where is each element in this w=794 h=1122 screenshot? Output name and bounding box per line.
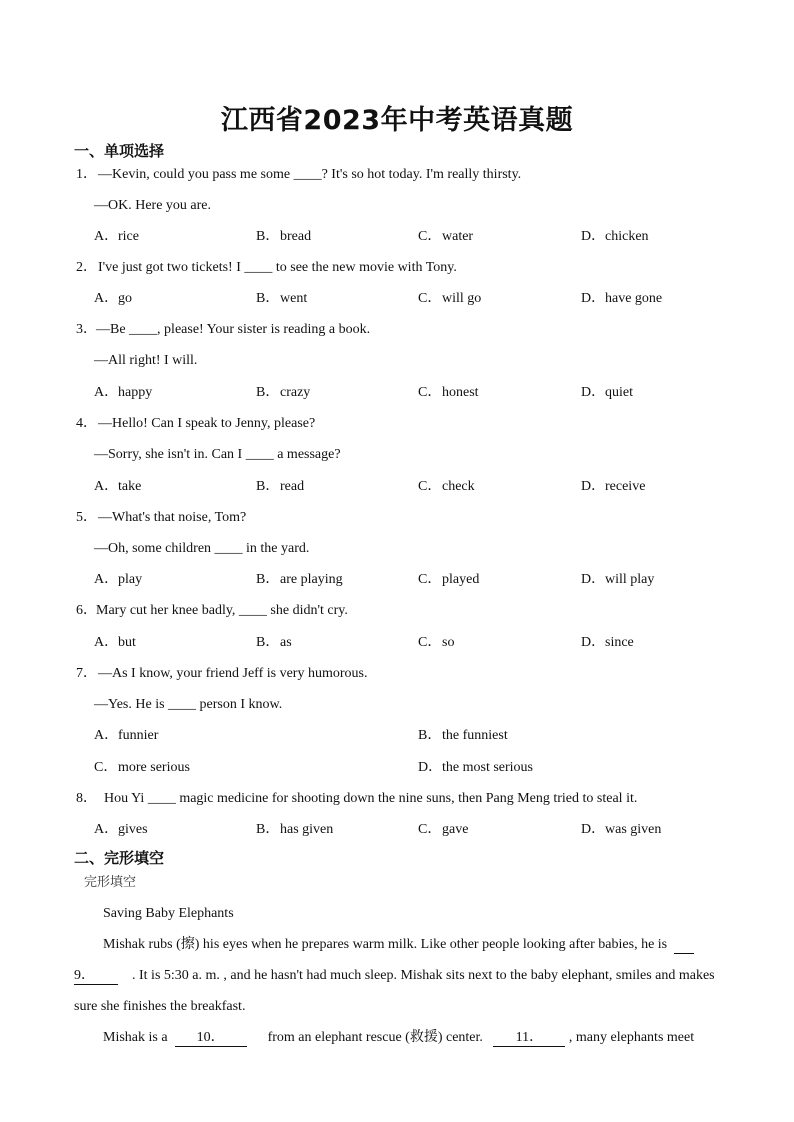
section-heading-cloze: 二、完形填空 [74,849,165,867]
option-7d[interactable]: D．the most serious [418,760,533,775]
question-1-line-2: —OK. Here you are. [94,198,212,213]
blank-9[interactable]: 9． [74,968,118,985]
section-heading-single-choice: 一、单项选择 [74,142,165,160]
option-1a[interactable]: A．rice [94,229,139,244]
blank-11[interactable]: 11． [493,1030,565,1047]
passage-line-2: 9． . It is 5:30 a. m. , and he hasn't had much sleep. Mishak sits next to the baby elephant, smiles and makes [74,968,715,983]
option-1c[interactable]: C．water [418,229,474,244]
question-4-line-2: —Sorry, she isn't in. Can I ____ a message? [94,447,341,462]
option-6d[interactable]: D．since [581,635,634,650]
option-7b[interactable]: B．the funniest [418,728,508,743]
passage-line-3: sure she finishes the breakfast. [74,999,246,1014]
option-3c[interactable]: C．honest [418,385,479,400]
question-7: 7．—As I know, your friend Jeff is very humorous. [76,666,368,681]
question-8: 8． Hou Yi ____ magic medicine for shooting down the nine suns, then Pang Meng tried to steal it. [76,791,638,806]
option-3d[interactable]: D．quiet [581,385,633,400]
question-1: 1．—Kevin, could you pass me some ____? It's so hot today. I'm really thirsty. [76,167,522,182]
option-4c[interactable]: C．check [418,479,475,494]
option-4b[interactable]: B．read [256,479,305,494]
option-8c[interactable]: C．gave [418,822,469,837]
option-2a[interactable]: A．go [94,291,132,306]
option-5b[interactable]: B．are playing [256,572,343,587]
page-title: 江西省2023年中考英语真题 [220,105,574,136]
question-5-line-2: —Oh, some children ____ in the yard. [94,541,310,556]
question-4: 4．—Hello! Can I speak to Jenny, please? [76,416,316,431]
option-1b[interactable]: B．bread [256,229,312,244]
option-4a[interactable]: A．take [94,479,142,494]
option-6b[interactable]: B．as [256,635,292,650]
option-1d[interactable]: D．chicken [581,229,649,244]
option-3a[interactable]: A．happy [94,385,153,400]
option-3b[interactable]: B．crazy [256,385,311,400]
option-5c[interactable]: C．played [418,572,480,587]
option-5d[interactable]: D．will play [581,572,655,587]
option-8b[interactable]: B．has given [256,822,334,837]
question-2: 2．I've just got two tickets! I ____ to see the new movie with Tony. [76,260,457,275]
question-7-line-2: —Yes. He is ____ person I know. [94,697,283,712]
passage-line-4: Mishak is a 10． from an elephant rescue (救援) center. 11． , many elephants meet [103,1030,695,1045]
option-6c[interactable]: C．so [418,635,455,650]
option-7c[interactable]: C．more serious [94,760,190,775]
question-3: 3．—Be ____, please! Your sister is reading a book. [76,322,371,337]
blank-10[interactable]: 10． [175,1030,247,1047]
question-3-line-2: —All right! I will. [94,353,198,368]
option-7a[interactable]: A．funnier [94,728,159,743]
option-4d[interactable]: D．receive [581,479,646,494]
question-5: 5．—What's that noise, Tom? [76,510,247,525]
option-6a[interactable]: A．but [94,635,136,650]
option-8a[interactable]: A．gives [94,822,148,837]
question-6: 6．Mary cut her knee badly, ____ she didn't cry. [76,603,348,618]
passage-line-1: Mishak rubs (擦) his eyes when he prepares warm milk. Like other people looking after babies, he is [103,936,694,954]
passage-title: Saving Baby Elephants [103,906,234,921]
option-8d[interactable]: D．was given [581,822,662,837]
option-5a[interactable]: A．play [94,572,143,587]
option-2c[interactable]: C．will go [418,291,482,306]
option-2b[interactable]: B．went [256,291,308,306]
cloze-label: 完形填空 [84,875,137,890]
option-2d[interactable]: D．have gone [581,291,663,306]
